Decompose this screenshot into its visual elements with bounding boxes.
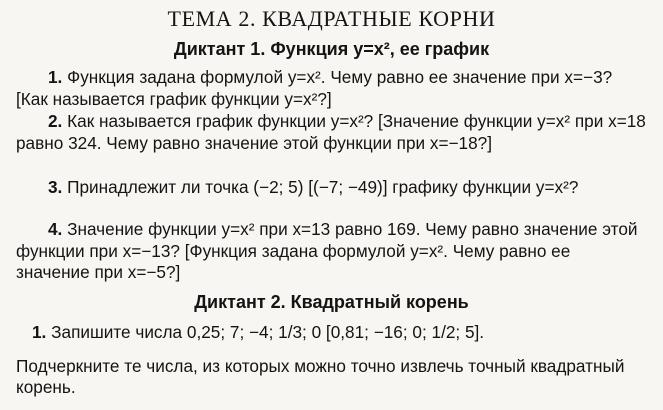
dictant-1-item-4 <box>16 219 648 284</box>
topic-title: ТЕМА 2. КВАДРАТНЫЕ КОРНИ <box>167 6 496 31</box>
item-number: 2. <box>48 111 63 131</box>
dictant-2-title: Диктант 2. Квадратный корень <box>194 292 469 312</box>
dictant-1-item-2 <box>16 111 648 154</box>
item-number: 1. <box>32 322 47 342</box>
item-text: Функция задана формулой y=x². Чему равно ее значение при x=−3? [Как называется график функции y=x²?] <box>16 67 613 109</box>
item-text: Принадлежит ли точка (−2; 5) [(−7; −49)] графику функции y=x²? <box>67 177 579 197</box>
item-text: Как называется график функции y=x²? [Значение функции y=x² при x=18 равно 324. Чему равно значение этой функции при x=−18?] <box>16 111 646 153</box>
dictant-1-item-1 <box>16 67 648 110</box>
dictant-1-title: Диктант 1. Функция y=x², ее график <box>173 39 490 59</box>
item-number: 3. <box>48 177 63 197</box>
dictant-2-instruction: Подчеркните те числа, из которых можно точно извлечь точный квадратный корень. <box>16 356 625 397</box>
item-text: Запишите числа 0,25; 7; −4; 1/3; 0 [0,81; −16; 0; 1/2; 5]. <box>51 322 485 342</box>
item-number: 1. <box>48 67 63 87</box>
item-text: Значение функции y=x² при x=13 равно 169. Чему равно значение этой функции при x=−13? [Функция задана формулой y=x². Чему равно ее значение при x=−5?] <box>16 219 638 283</box>
dictant-2-item-1 <box>16 317 648 347</box>
item-number: 4. <box>48 219 63 239</box>
dictant-1-item-3 <box>16 177 648 199</box>
